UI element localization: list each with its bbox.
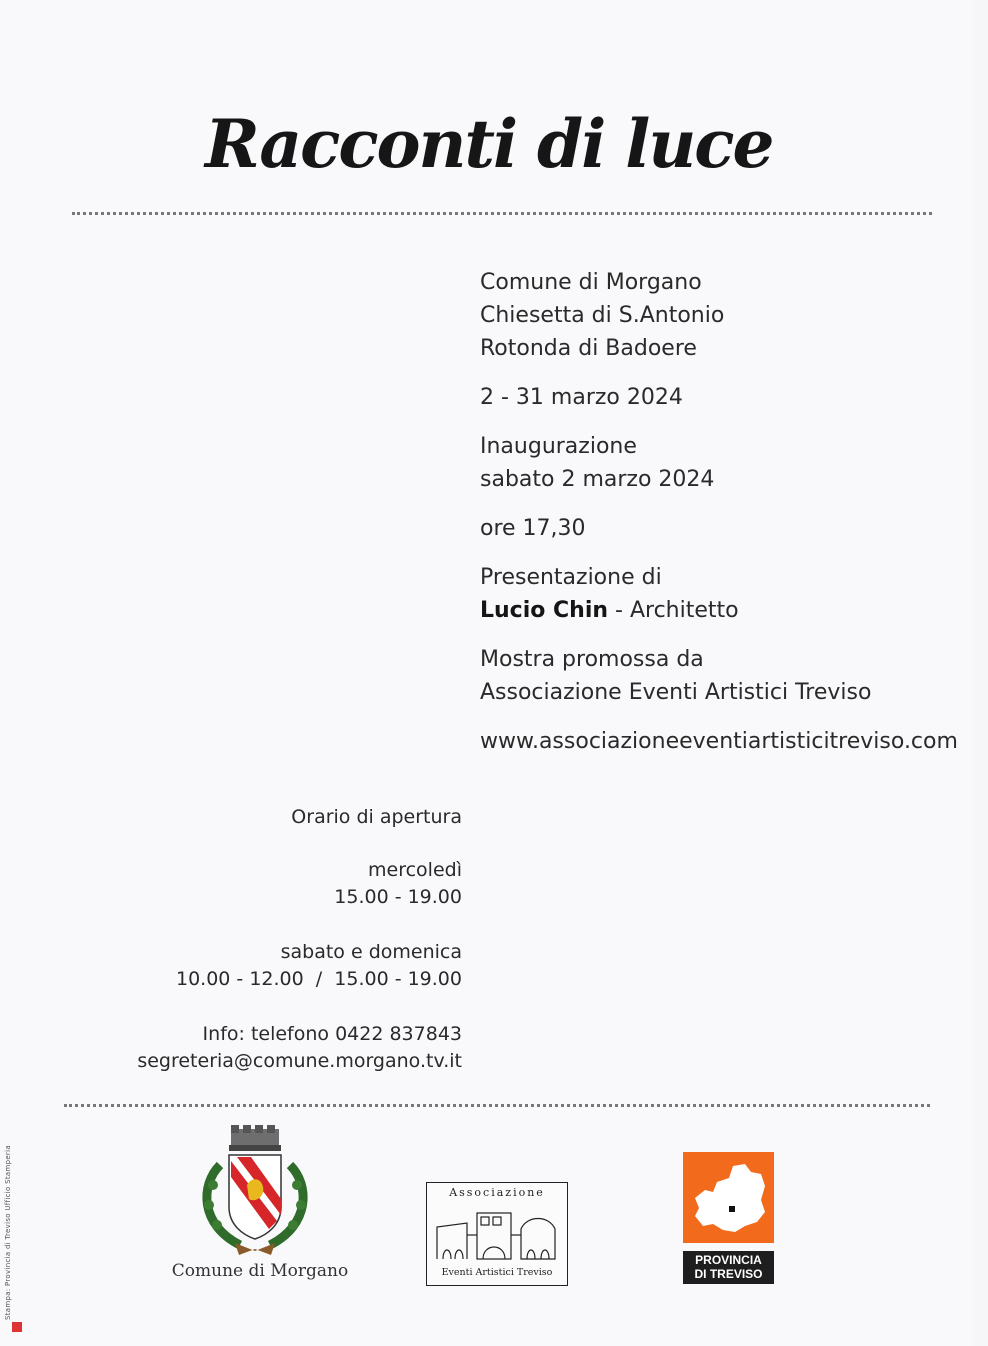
promoter-name: Associazione Eventi Artistici Treviso bbox=[480, 680, 872, 705]
inauguration-time: ore 17,30 bbox=[480, 516, 586, 541]
presenter-role: - Architetto bbox=[608, 598, 739, 623]
provincia-label-line-1: PROVINCIA bbox=[695, 1253, 762, 1267]
venue-block bbox=[480, 266, 960, 365]
presentation-block bbox=[480, 561, 960, 627]
website-link[interactable]: www.associazioneeventiartisticitreviso.com bbox=[480, 729, 958, 754]
exhibition-title: Racconti di luce bbox=[205, 105, 773, 183]
promoter-block bbox=[480, 643, 960, 709]
inauguration-date: sabato 2 marzo 2024 bbox=[480, 467, 715, 492]
exhibition-dates: 2 - 31 marzo 2024 bbox=[480, 385, 683, 410]
weekday-hours bbox=[137, 857, 462, 911]
weekday-label: mercoledì bbox=[368, 859, 462, 881]
venue-line-1: Comune di Morgano bbox=[480, 270, 702, 295]
weekend-hours bbox=[137, 939, 462, 993]
morgano-logo bbox=[165, 1125, 355, 1295]
weekend-label: sabato e domenica bbox=[280, 941, 462, 963]
phone-info: Info: telefono 0422 837843 bbox=[202, 1023, 462, 1045]
morgano-logo-text: Comune di Morgano bbox=[171, 1261, 349, 1281]
provincia-label-line-2: DI TREVISO bbox=[694, 1267, 763, 1281]
weekend-time: 10.00 - 12.00 / 15.00 - 19.00 bbox=[175, 968, 462, 990]
top-divider bbox=[72, 212, 932, 215]
hours-heading: Orario di apertura bbox=[291, 806, 462, 828]
provincia-label bbox=[683, 1251, 774, 1284]
presenter-name: Lucio Chin bbox=[480, 598, 609, 623]
presenter-line bbox=[480, 594, 960, 627]
bottom-divider bbox=[64, 1104, 930, 1107]
association-logo bbox=[426, 1182, 568, 1286]
venue-line-2: Chiesetta di S.Antonio bbox=[480, 303, 725, 328]
inauguration-label: Inaugurazione bbox=[480, 434, 637, 459]
coat-of-arms-icon bbox=[165, 1125, 355, 1260]
promoter-label: Mostra promossa da bbox=[480, 647, 704, 672]
city-gate-icon bbox=[427, 1199, 567, 1269]
email-link[interactable]: segreteria@comune.morgano.tv.it bbox=[137, 1050, 462, 1072]
provincia-map-icon bbox=[683, 1152, 774, 1243]
contact-info bbox=[137, 1021, 462, 1075]
printer-mark-icon bbox=[12, 1322, 22, 1332]
weekday-time: 15.00 - 19.00 bbox=[334, 886, 462, 908]
opening-hours bbox=[137, 804, 462, 1103]
printer-credit: Stampa: Provincia di Treviso Ufficio Stamperia bbox=[4, 1145, 12, 1320]
presentation-label: Presentazione di bbox=[480, 565, 662, 590]
inauguration-block bbox=[480, 430, 960, 496]
association-logo-top-text: Associazione bbox=[449, 1186, 545, 1199]
event-info bbox=[480, 266, 960, 758]
association-logo-bottom-text: Eventi Artistici Treviso bbox=[441, 1267, 553, 1278]
venue-line-3: Rotonda di Badoere bbox=[480, 336, 697, 361]
provincia-logo bbox=[683, 1152, 774, 1284]
